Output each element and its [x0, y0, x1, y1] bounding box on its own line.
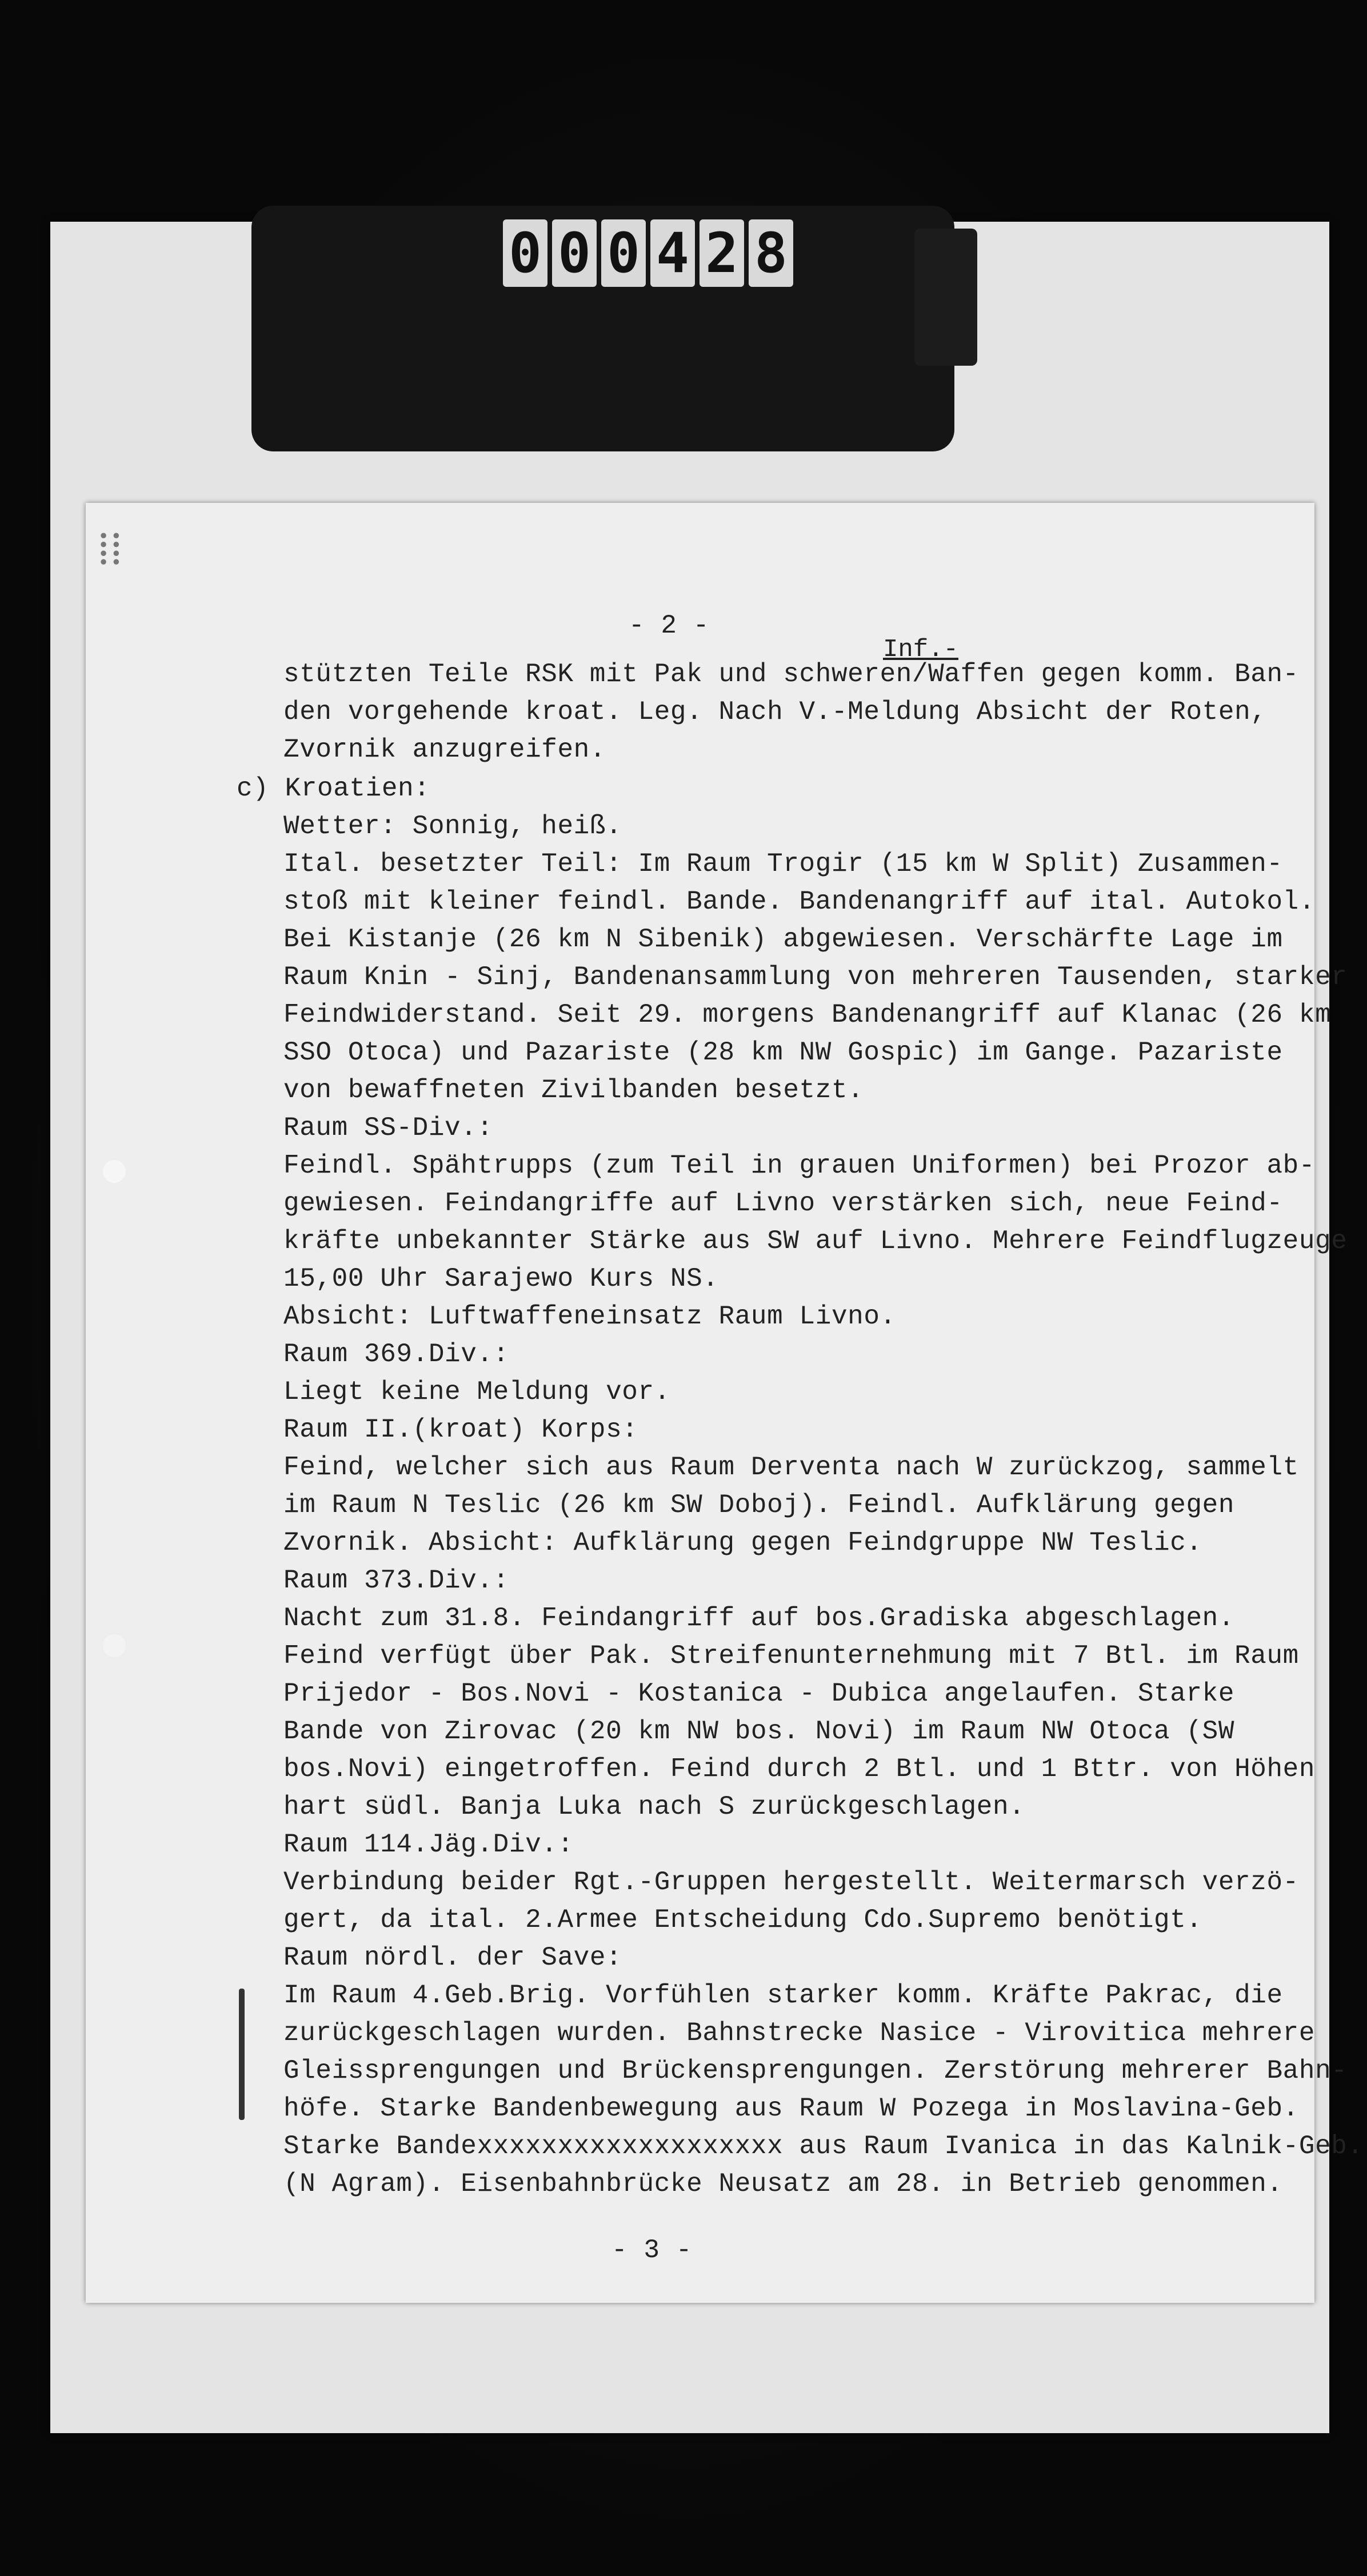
text-line: höfe. Starke Bandenbewegung aus Raum W Pozega in Moslavina-Geb.	[283, 2094, 1299, 2123]
text-line: Liegt keine Meldung vor.	[283, 1377, 670, 1407]
text-line: Raum II.(kroat) Korps:	[283, 1415, 638, 1445]
counter-digit: 0	[503, 219, 547, 287]
text-line: Raum 369.Div.:	[283, 1339, 509, 1369]
counter-digit: 4	[650, 219, 695, 287]
counter-digit: 0	[601, 219, 646, 287]
text-line: Raum SS-Div.:	[283, 1113, 493, 1143]
text-line: Wetter: Sonnig, heiß.	[283, 811, 622, 841]
text-line: Im Raum 4.Geb.Brig. Vorfühlen starker komm. Kräfte Pakrac, die	[283, 1981, 1283, 2010]
text-line: Ital. besetzter Teil: Im Raum Trogir (15 km W Split) Zusammen-	[283, 849, 1283, 879]
text-line: Feindwiderstand. Seit 29. morgens Bandenangriff auf Klanac (26 km	[283, 1000, 1332, 1030]
text-line: von bewaffneten Zivilbanden besetzt.	[283, 1075, 864, 1105]
text-line: hart südl. Banja Luka nach S zurückgeschlagen.	[283, 1792, 1025, 1822]
text-line: Nacht zum 31.8. Feindangriff auf bos.Gradiska abgeschlagen.	[283, 1603, 1235, 1633]
text-line: 15,00 Uhr Sarajewo Kurs NS.	[283, 1264, 719, 1294]
text-line: kräfte unbekannter Stärke aus SW auf Livno. Mehrere Feindflugzeuge	[283, 1226, 1348, 1256]
text-line: Verbindung beider Rgt.-Gruppen hergestellt. Weitermarsch verzö-	[283, 1867, 1299, 1897]
section-heading: c) Kroatien:	[237, 774, 430, 803]
text-line: gewiesen. Feindangriffe auf Livno verstärken sich, neue Feind-	[283, 1189, 1283, 1218]
text-line: Raum Knin - Sinj, Bandenansammlung von mehreren Tausenden, starker	[283, 962, 1348, 992]
text-line: Starke Bandexxxxxxxxxxxxxxxxxxx aus Raum Ivanica in das Kalnik-Geb.	[283, 2131, 1364, 2161]
text-line: Raum nördl. der Save:	[283, 1943, 622, 1973]
text-line: im Raum N Teslic (26 km SW Doboj). Feindl. Aufklärung gegen	[283, 1490, 1235, 1520]
text-line: stoß mit kleiner feindl. Bande. Bandenangriff auf ital. Autokol.	[283, 887, 1316, 917]
counter-digit: 0	[552, 219, 597, 287]
text-line: Raum 373.Div.:	[283, 1566, 509, 1595]
text-line: Absicht: Luftwaffeneinsatz Raum Livno.	[283, 1302, 896, 1331]
text-line: Feind verfügt über Pak. Streifenunternehmung mit 7 Btl. im Raum	[283, 1641, 1299, 1671]
counter-digit: 2	[700, 219, 744, 287]
counter-digit: 8	[749, 219, 793, 287]
text-line: zurückgeschlagen wurden. Bahnstrecke Nasice - Virovitica mehrere	[283, 2018, 1316, 2048]
text-line: Prijedor - Bos.Novi - Kostanica - Dubica angelaufen. Starke	[283, 1679, 1235, 1709]
text-line: Feindl. Spähtrupps (zum Teil in grauen Uniformen) bei Prozor ab-	[283, 1151, 1316, 1181]
text-line: Bei Kistanje (26 km N Sibenik) abgewiesen. Verschärfte Lage im	[283, 925, 1283, 954]
text-line: den vorgehende kroat. Leg. Nach V.-Meldung Absicht der Roten,	[283, 697, 1267, 727]
page-number-top: - 2 -	[629, 611, 710, 641]
text-line: (N Agram). Eisenbahnbrücke Neusatz am 28. in Betrieb genommen.	[283, 2169, 1283, 2199]
text-line: gert, da ital. 2.Armee Entscheidung Cdo.Supremo benötigt.	[283, 1905, 1202, 1935]
inserted-word: Inf.-	[883, 635, 959, 664]
text-line: Bande von Zirovac (20 km NW bos. Novi) im Raum NW Otoca (SW	[283, 1717, 1235, 1746]
text-line: Feind, welcher sich aus Raum Derventa nach W zurückzog, sammelt	[283, 1453, 1299, 1482]
text-line: SSO Otoca) und Pazariste (28 km NW Gospic) im Gange. Pazariste	[283, 1038, 1283, 1067]
text-line: Zvornik. Absicht: Aufklärung gegen Feindgruppe NW Teslic.	[283, 1528, 1202, 1558]
page-corner-scribble: ⁞⁞	[97, 522, 123, 575]
text-line: Gleissprengungen und Brückensprengungen. Zerstörung mehrerer Bahn-	[283, 2056, 1348, 2086]
page-number-bottom: - 3 -	[611, 2235, 693, 2265]
text-line: Zvornik anzugreifen.	[283, 735, 606, 765]
text-line: bos.Novi) eingetroffen. Feind durch 2 Btl. und 1 Bttr. von Höhen	[283, 1754, 1316, 1784]
text-line: Raum 114.Jäg.Div.:	[283, 1830, 574, 1859]
text-line: stützten Teile RSK mit Pak und schweren/Waffen gegen komm. Ban-	[283, 659, 1299, 689]
